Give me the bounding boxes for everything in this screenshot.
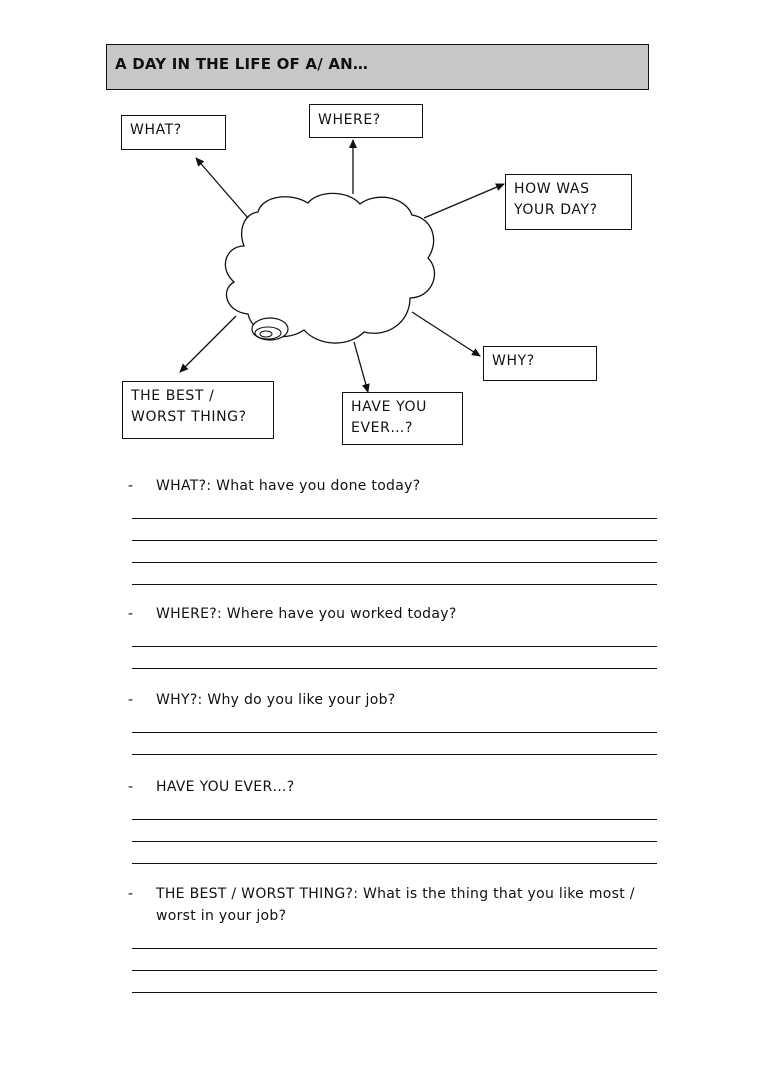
- arrow-to-how: [424, 184, 504, 218]
- where-label: WHERE?: [318, 112, 381, 128]
- question-best-worst-text: THE BEST / WORST THING?: What is the thing that you like most / worst in your job?: [156, 886, 635, 924]
- bullet-dash: -: [128, 886, 134, 902]
- how-label-line1: HOW WAS: [514, 181, 590, 197]
- answer-line[interactable]: [132, 820, 657, 842]
- have-you-ever-box: [342, 392, 463, 445]
- question-where-text: WHERE?: Where have you worked today?: [156, 606, 457, 622]
- bullet-dash: -: [128, 606, 134, 622]
- answer-line[interactable]: [132, 519, 657, 541]
- where-box: [309, 104, 423, 138]
- question-why-section: [116, 689, 661, 755]
- arrow-to-why: [412, 312, 480, 356]
- bullet-dash: -: [128, 779, 134, 795]
- answer-line[interactable]: [132, 625, 657, 647]
- why-label: WHY?: [492, 353, 535, 369]
- answer-line[interactable]: [132, 711, 657, 733]
- answer-line[interactable]: [132, 497, 657, 519]
- ever-label-line1: HAVE YOU: [351, 399, 427, 415]
- answer-line[interactable]: [132, 541, 657, 563]
- bullet-dash: -: [128, 692, 134, 708]
- answer-line[interactable]: [132, 733, 657, 755]
- worksheet-title: A DAY IN THE LIFE OF A/ AN…: [106, 44, 649, 90]
- question-best-worst-section: [116, 883, 661, 993]
- question-have-you-ever-text: HAVE YOU EVER…?: [156, 779, 295, 795]
- best-label-line2: WORST THING?: [131, 409, 247, 425]
- answer-line[interactable]: [132, 971, 657, 993]
- answer-line[interactable]: [132, 798, 657, 820]
- best-label-line1: THE BEST /: [131, 388, 215, 404]
- best-worst-thing-box: [122, 381, 274, 439]
- answer-line[interactable]: [132, 842, 657, 864]
- what-label: WHAT?: [130, 122, 182, 138]
- thought-cloud-icon: [225, 193, 434, 343]
- answer-line[interactable]: [132, 563, 657, 585]
- question-what-section: [116, 475, 661, 585]
- how-label-line2: YOUR DAY?: [514, 202, 598, 218]
- question-why-text: WHY?: Why do you like your job?: [156, 692, 396, 708]
- what-box: [121, 115, 226, 150]
- bullet-dash: -: [128, 478, 134, 494]
- answer-line[interactable]: [132, 647, 657, 669]
- ever-label-line2: EVER…?: [351, 420, 414, 436]
- question-have-you-ever-section: [116, 776, 661, 864]
- question-where-section: [116, 603, 661, 669]
- arrow-to-best: [180, 316, 236, 372]
- why-box: [483, 346, 597, 381]
- how-was-your-day-box: [505, 174, 632, 230]
- question-what-text: WHAT?: What have you done today?: [156, 478, 421, 494]
- mind-map-diagram: [0, 0, 768, 460]
- answer-line[interactable]: [132, 927, 657, 949]
- arrow-to-what: [196, 158, 248, 218]
- arrow-to-ever: [354, 342, 368, 392]
- answer-line[interactable]: [132, 949, 657, 971]
